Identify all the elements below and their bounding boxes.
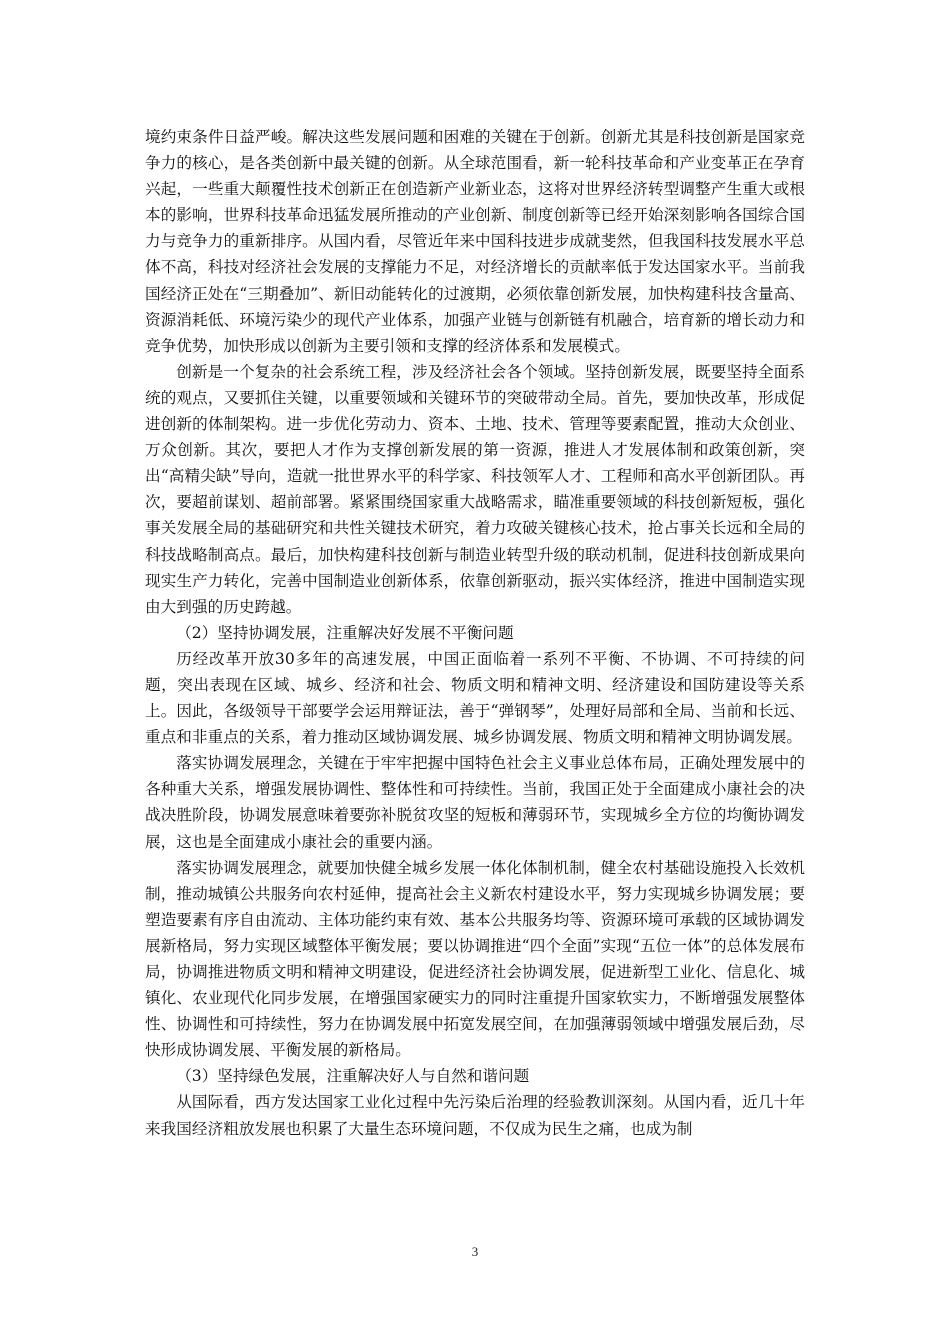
page-number: 3 bbox=[471, 1244, 479, 1259]
paragraph-1: 境约束条件日益严峻。解决这些发展问题和困难的关键在于创新。创新尤其是科技创新是国家竞争力的核心，是各类创新中最关键的创新。从全球范围看，新一轮科技革命和产业变革正在孕育兴起，一些重大颠覆性技术创新正在创造新产业新业态，这将对世界经济转型调整产生重大或根本的影响，世界科技革命迅猛发展所推动的产业创新、制度创新等已经开始深刻影响各国综合国力与竞争力的重新排序。从国内看，尽管近年来中国科技进步成就斐然，但我国科技发展水平总体不高，科技对经济社会发展的支撑能力不足，对经济增长的贡献率低于发达国家水平。当前我国经济正处在“三期叠加”、新旧动能转化的过渡期，必须依靠创新发展，加快构建科技含量高、资源消耗低、环境污染少的现代产业体系，加强产业链与创新链有机融合，培育新的增长动力和竞争优势，加快形成以创新为主要引领和支撑的经济体系和发展模式。 bbox=[145, 128, 805, 355]
paragraph-4: 落实协调发展理念，关键在于牢牢把握中国特色社会主义事业总体布局，正确处理发展中的各种重大关系，增强发展协调性、整体性和可持续性。当前，我国正处于全面建成小康社会的决战决胜阶段，协调发展意味着要弥补脱贫攻坚的短板和薄弱环节，实现城乡全方位的均衡协调发展，这也是全面建成小康社会的重要内涵。 bbox=[145, 754, 805, 851]
paragraph-6: 从国际看，西方发达国家工业化过程中先污染后治理的经验教训深刻。从国内看，近几十年来我国经济粗放发展也积累了大量生态环境问题，不仅成为民生之痛，也成为制 bbox=[145, 1093, 805, 1138]
section-heading-3: （3）坚持绿色发展，注重解决好人与自然和谐问题 bbox=[176, 1067, 530, 1086]
paragraph-5: 落实协调发展理念，就要加快健全城乡发展一体化体制机制，健全农村基础设施投入长效机制，推动城镇公共服务向农村延伸，提高社会主义新农村建设水平，努力实现城乡协调发展；要塑造要素有序自由流动、主体功能约束有效、基本公共服务均等、资源环境可承载的区域协调发展新格局，努力实现区域整体平衡发展；要以协调推进“四个全面”实现“五位一体”的总体发展布局，协调推进物质文明和精神文明建设，促进经济社会协调发展，促进新型工业化、信息化、城镇化、农业现代化同步发展，在增强国家硬实力的同时注重提升国家软实力，不断增强发展整体性、协调性和可持续性，努力在协调发展中拓宽发展空间，在加强薄弱领域中增强发展后劲，尽快形成协调发展、平衡发展的新格局。 bbox=[145, 858, 805, 1060]
document-body bbox=[145, 124, 805, 1142]
paragraph-2: 创新是一个复杂的社会系统工程，涉及经济社会各个领域。坚持创新发展，既要坚持全面系统的观点，又要抓住关键，以重要领域和关键环节的突破带动全局。首先，要加快改革，形成促进创新的体制架构。进一步优化劳动力、资本、土地、技术、管理等要素配置，推动大众创业、万众创新。其次，要把人才作为支撑创新发展的第一资源，推进人才发展体制和政策创新，突出“高精尖缺”导向，造就一批世界水平的科学家、科技领军人才、工程师和高水平创新团队。再次，要超前谋划、超前部署。紧紧围绕国家重大战略需求，瞄准重要领域的科技创新短板，强化事关发展全局的基础研究和共性关键技术研究，着力攻破关键核心技术，抢占事关长远和全局的科技战略制高点。最后，加快构建科技创新与制造业转型升级的联动机制，促进科技创新成果向现实生产力转化，完善中国制造业创新体系，依靠创新驱动，振兴实体经济，推进中国制造实现由大到强的历史跨越。 bbox=[145, 362, 805, 616]
paragraph-3: 历经改革开放30多年的高速发展，中国正面临着一系列不平衡、不协调、不可持续的问题，突出表现在区域、城乡、经济和社会、物质文明和精神文明、经济建设和国防建设等关系上。因此，各级领导干部要学会运用辩证法，善于“弹钢琴”，处理好局部和全局、当前和长远、重点和非重点的关系，着力推动区域协调发展、城乡协调发展、物质文明和精神文明协调发展。 bbox=[145, 649, 805, 747]
section-heading-2: （2）坚持协调发展，注重解决好发展不平衡问题 bbox=[176, 623, 514, 642]
